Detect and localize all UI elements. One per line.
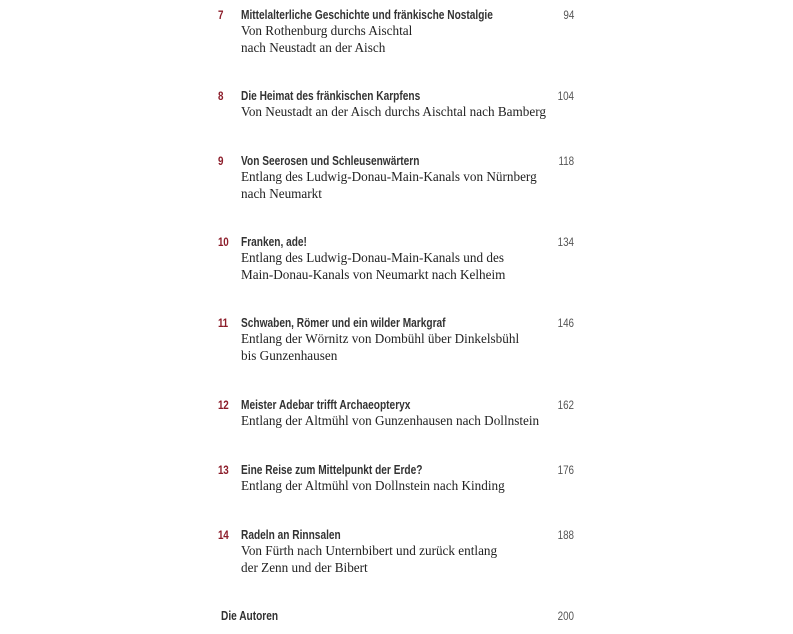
route-line: Entlang der Altmühl von Dollnstein nach Kinding	[241, 478, 505, 493]
chapter-number: 13	[218, 463, 229, 477]
route-line: nach Neustadt an der Aisch	[241, 39, 386, 55]
chapter-number: 11	[218, 316, 228, 330]
chapter-title[interactable]: Meister Adebar trifft Archaeopteryx	[241, 397, 411, 412]
route-line: Entlang der Wörnitz von Dombühl über Dinkelsbühl	[241, 331, 520, 346]
chapter-title[interactable]: Mittelalterliche Geschichte und fränkische Nostalgie	[241, 7, 493, 22]
chapter-route	[241, 169, 581, 202]
chapter-number: 12	[218, 398, 229, 412]
page-number: 188	[557, 528, 574, 542]
chapter-title[interactable]: Radeln an Rinnsalen	[241, 527, 341, 542]
chapter-route	[241, 250, 581, 283]
route-line: Von Rothenburg durchs Aischtal	[241, 23, 413, 38]
chapter-route	[241, 543, 581, 576]
page-number: 94	[563, 8, 574, 22]
page-number: 134	[557, 235, 574, 249]
chapter-route	[241, 104, 581, 121]
chapter-number: 7	[218, 8, 224, 22]
chapter-title[interactable]: Schwaben, Römer und ein wilder Markgraf	[241, 315, 446, 330]
chapter-number: 8	[218, 89, 224, 103]
route-line: bis Gunzenhausen	[241, 347, 338, 363]
route-line: Entlang der Altmühl von Gunzenhausen nach Dollnstein	[241, 413, 540, 428]
chapter-title[interactable]: Franken, ade!	[241, 234, 307, 249]
route-line: der Zenn und der Bibert	[241, 559, 368, 575]
chapter-title[interactable]: Die Heimat des fränkischen Karpfens	[241, 88, 421, 103]
chapter-route	[241, 23, 581, 56]
route-line: nach Neumarkt	[241, 185, 322, 201]
page-number: 118	[558, 154, 574, 168]
page-number: 146	[557, 316, 574, 330]
page-number: 176	[557, 463, 574, 477]
chapter-number: 10	[218, 235, 229, 249]
page-number: 200	[557, 609, 574, 623]
route-line: Main-Donau-Kanals von Neumarkt nach Kelheim	[241, 266, 506, 282]
chapter-title[interactable]: Eine Reise zum Mittelpunkt der Erde?	[241, 462, 423, 477]
chapter-route	[241, 413, 581, 430]
chapter-route	[241, 331, 581, 364]
route-line: Entlang des Ludwig-Donau-Main-Kanals von Nürnberg	[241, 169, 537, 184]
page-number: 162	[557, 398, 574, 412]
page-number: 104	[557, 89, 574, 103]
chapter-route	[241, 478, 581, 495]
route-line: Von Fürth nach Unternbibert und zurück entlang	[241, 543, 498, 558]
authors-title[interactable]: Die Autoren	[221, 608, 279, 623]
chapter-number: 9	[218, 154, 224, 168]
chapter-number: 14	[218, 528, 229, 542]
route-line: Von Neustadt an der Aisch durchs Aischtal nach Bamberg	[241, 104, 546, 119]
chapter-title[interactable]: Von Seerosen und Schleusenwärtern	[241, 153, 420, 168]
route-line: Entlang des Ludwig-Donau-Main-Kanals und des	[241, 250, 504, 265]
